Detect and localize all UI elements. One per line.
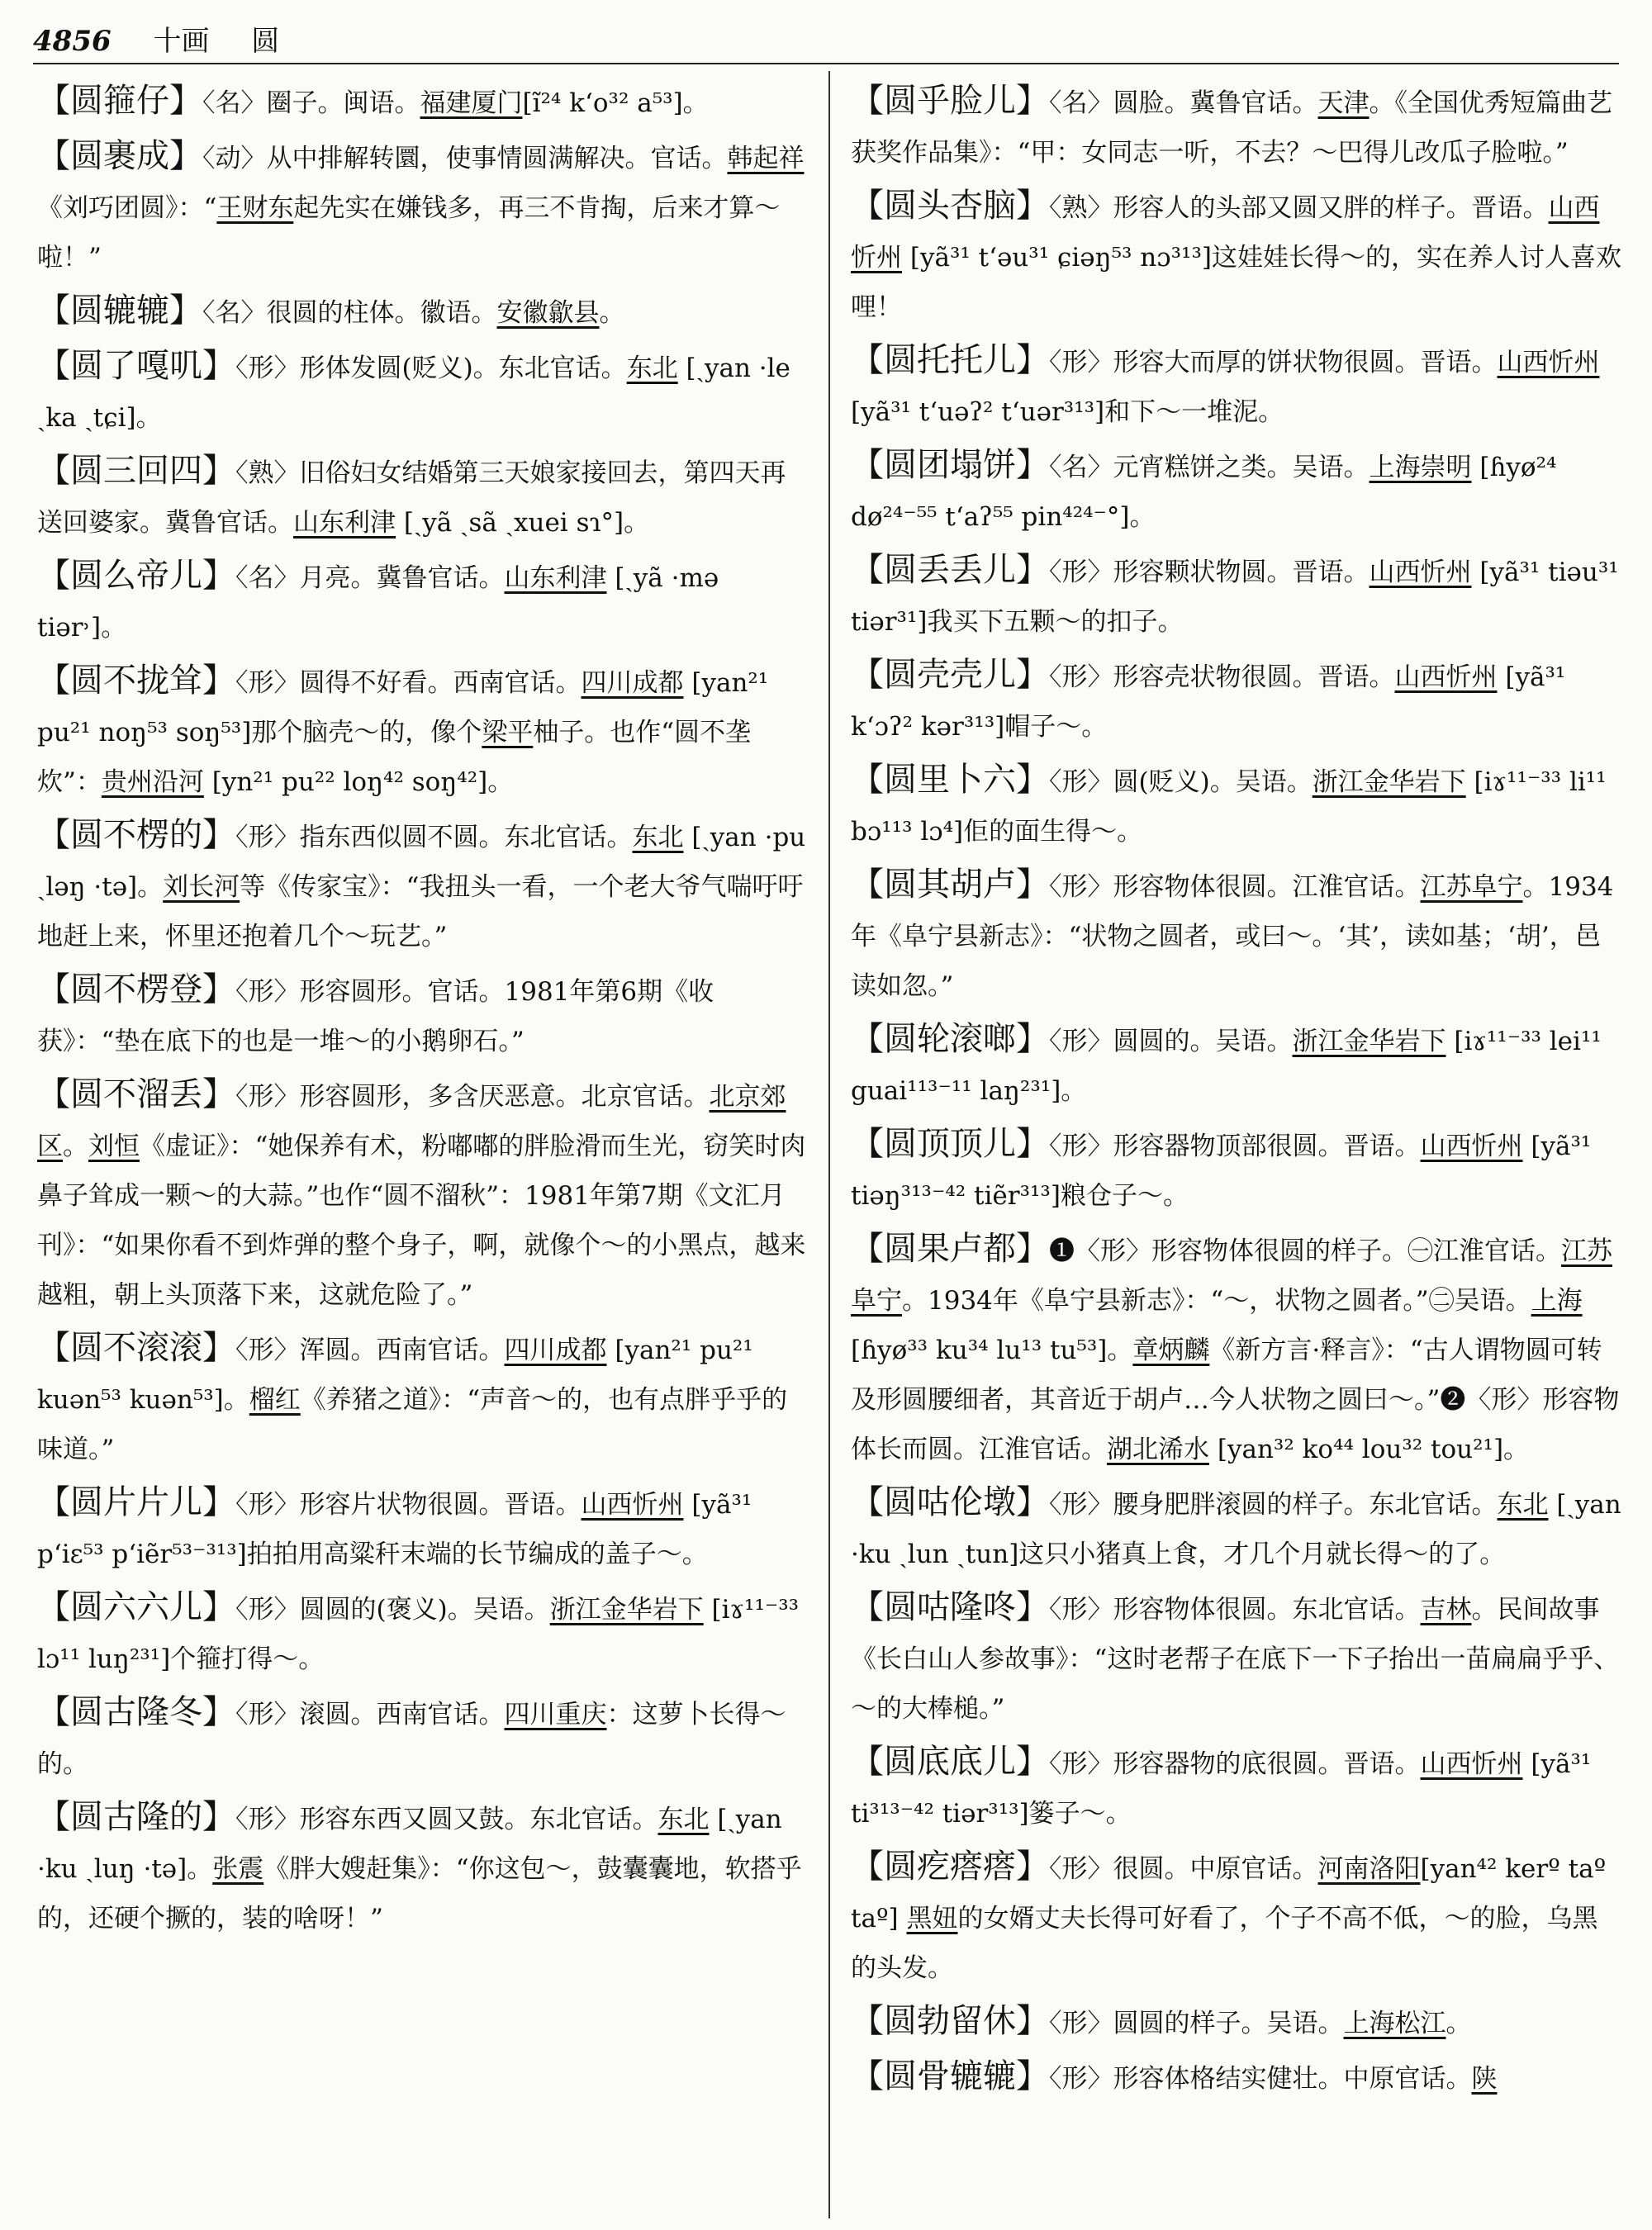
dictionary-entry (37, 1792, 809, 1943)
dictionary-entry (37, 1687, 809, 1789)
entry-headword: 【圆乎脸儿】 (851, 82, 1049, 120)
entry-definition-text: 〈熟〉形容人的头部又圆又胖的样子。晋语。 (1049, 193, 1549, 223)
dictionary-entry (851, 440, 1623, 542)
entry-headword: 【圆辘辘】 (37, 292, 202, 330)
entry-definition-text: 。《全国优秀短篇曲艺获奖作品集》：“甲：女同志一听，不去？～巴得儿改瓜子脸啦。” (851, 88, 1612, 168)
entry-place-or-name: 浙江金华岩下 (1312, 767, 1466, 797)
entry-headword: 【圆底底儿】 (851, 1743, 1049, 1781)
entry-definition-text: 《虚证》：“她保养有术，粉嘟嘟的胖脸滑而生光，窃笑时肉鼻子耸成一颗～的大蒜。”也作“圆不溜秋”：1981年第7期《文汇月刊》：“如果你看不到炸弹的整个身子，啊，就像个～的小黑点，越来越粗，朝上头顶落下来，这就危险了。” (37, 1132, 806, 1310)
dictionary-entry (851, 1842, 1623, 1993)
dictionary-entry (37, 965, 809, 1066)
entry-definition-text: 等《传家宝》：“我扭头一看，一个老大爷气喘吁吁地赶上来，怀里还抱着几个～玩艺。” (37, 872, 804, 951)
entry-place-or-name: 山西忻州 (1497, 348, 1600, 377)
entry-definition-text: [yan⁴² kerº taº taº] (851, 1854, 1607, 1933)
entry-definition-text: [iɤ¹¹⁻³³ lɔ¹¹ luŋ²³¹]个箍打得～。 (37, 1595, 800, 1674)
entry-definition-text: [yã³¹ pʻiɛ⁵³ pʻiẽr⁵³⁻³¹³]拍拍用高粱秆末端的长节编成的盖子～。 (37, 1490, 752, 1569)
section-character: 圆 (251, 25, 280, 58)
entry-definition-text: 〈形〉形容圆形。官话。1981年第6期《收获》：“垫在底下的也是一堆～的小鹅卵石。” (37, 977, 714, 1056)
dictionary-entry (851, 181, 1623, 332)
entry-definition-text: [iɤ¹¹⁻³³ lei¹¹ guai¹¹³⁻¹¹ laŋ²³¹]。 (851, 1027, 1602, 1106)
entry-definition-text: 〈形〉形体发圆(贬义)。东北官话。 (235, 353, 627, 383)
entry-definition-text: 柚子。也作“圆不垄炊”： (37, 718, 752, 797)
entry-place-or-name: 章炳麟 (1132, 1336, 1210, 1365)
entry-definition-text: [ɦyø³³ ku³⁴ lu¹³ tu⁵³]。 (851, 1336, 1133, 1365)
entry-place-or-name: 北京郊区 (37, 1082, 786, 1161)
entry-definition-text: 。民间故事《长白山人参故事》：“这时老帮子在底下一下子抬出一苗扁扁乎乎、～的大棒槌。” (851, 1595, 1620, 1724)
entry-place-or-name: 上海 (1531, 1286, 1583, 1316)
entry-definition-text: 〈形〉腰身肥胖滚圆的样子。东北官话。 (1049, 1490, 1498, 1520)
entry-definition-text: [ˏyã ·mə tiər˒]。 (37, 563, 719, 643)
entry-place-or-name: 山西忻州 (581, 1490, 684, 1520)
entry-definition-text: 〈形〉圆(贬义)。吴语。 (1049, 767, 1313, 797)
entry-definition-text: [ĩ²⁴ kʻo³² a⁵³]。 (522, 88, 709, 118)
entry-place-or-name: 刘恒 (88, 1132, 140, 1161)
dictionary-entry (851, 1582, 1623, 1734)
dictionary-entry (851, 755, 1623, 856)
entry-place-or-name: 王财东 (216, 193, 294, 223)
entry-definition-text: 〈名〉圈子。闽语。 (202, 88, 420, 118)
entry-headword: 【圆不拢耸】 (37, 662, 235, 700)
entry-headword: 【圆六六儿】 (37, 1588, 235, 1626)
entry-headword: 【圆顶顶儿】 (851, 1125, 1049, 1163)
entry-definition-text: 〈形〉圆圆的样子。吴语。 (1049, 2009, 1344, 2038)
entry-headword: 【圆丢丢儿】 (851, 551, 1049, 589)
entry-definition-text: 〈形〉形容片状物很圆。晋语。 (235, 1490, 582, 1520)
left-column (37, 76, 809, 2223)
entry-place-or-name: 四川成都 (504, 1336, 607, 1365)
dictionary-entry (851, 76, 1623, 178)
entry-place-or-name: 江苏阜宁 (1420, 872, 1523, 902)
entry-headword: 【圆不溜丢】 (37, 1075, 235, 1113)
entry-definition-text: [yã³¹ ti³¹³⁻⁴² tiər³¹³]篓子～。 (851, 1749, 1592, 1829)
dictionary-entry (37, 810, 809, 961)
entry-place-or-name: 陕 (1471, 2064, 1498, 2094)
entry-definition-text: 〈形〉形容物体很圆。江淮官话。 (1049, 872, 1421, 902)
entry-definition-text: [yã³¹ tʻəu³¹ ɕiəŋ⁵³ nɔ³¹³]这娃娃长得～的，实在养人讨人喜欢哩！ (851, 243, 1621, 322)
entry-place-or-name: 湖北浠水 (1107, 1435, 1209, 1464)
entry-headword: 【圆古隆冬】 (37, 1693, 235, 1731)
entry-headword: 【圆箍仔】 (37, 82, 202, 120)
entry-definition-text: 。1934年《阜宁县新志》：“～，状物之圆者。”㊁吴语。 (902, 1286, 1531, 1316)
entry-definition-text: 《新方言·释言》：“古人谓物圆可转及形圆腰细者，其音近于胡卢…今人状物之圆曰～。”❷〈形〉形容物体长而圆。江淮官话。 (851, 1336, 1620, 1464)
dictionary-entry (851, 1478, 1623, 1579)
entry-headword: 【圆古隆的】 (37, 1798, 235, 1836)
entry-headword: 【圆勃留休】 (851, 2002, 1049, 2040)
entry-place-or-name: 山西忻州 (1420, 1749, 1523, 1779)
dictionary-entry (851, 2052, 1623, 2104)
entry-definition-text: 〈形〉浑圆。西南官话。 (235, 1336, 505, 1365)
entry-definition-text: [yã³¹ kʻɔʔ² kər³¹³]帽子～。 (851, 662, 1566, 742)
entry-definition-text: 。 (1446, 2009, 1472, 2038)
entry-definition-text: 。 (63, 1132, 88, 1161)
entry-headword: 【圆裹成】 (37, 137, 202, 175)
entry-place-or-name: 浙江金华岩下 (1292, 1027, 1446, 1056)
entry-definition-text: 《胖大嫂赶集》：“你这包～，鼓囊囊地，软搭乎的，还硬个撅的，装的啥呀！” (37, 1854, 802, 1933)
entry-definition-text: [ˏyan ·le ˏka ˏtɕi]。 (37, 353, 790, 433)
dictionary-entry (37, 1070, 809, 1320)
dictionary-entry (37, 551, 809, 652)
entry-place-or-name: 东北 (632, 823, 684, 852)
entry-definition-text: 〈形〉形容东西又圆又鼓。东北官话。 (235, 1805, 658, 1834)
entry-place-or-name: 刘长河 (163, 872, 240, 902)
entry-place-or-name: 河南洛阳 (1317, 1854, 1421, 1884)
entry-headword: 【圆里卜六】 (851, 761, 1049, 799)
entry-place-or-name: 吉林 (1420, 1595, 1472, 1625)
entry-headword: 【圆不楞登】 (37, 970, 235, 1008)
dictionary-entry (851, 1224, 1623, 1474)
entry-definition-text: 《刘巧团圆》：“ (37, 193, 217, 223)
entry-place-or-name: 张震 (212, 1854, 264, 1884)
entry-headword: 【圆不滚滚】 (37, 1329, 235, 1367)
entry-definition-text: 〈名〉很圆的柱体。徽语。 (202, 298, 497, 328)
stroke-section: 十画 (153, 25, 210, 58)
entry-definition-text: 〈形〉指东西似圆不圆。东北官话。 (235, 823, 633, 852)
entry-definition-text: 〈形〉圆圆的(褒义)。吴语。 (235, 1595, 550, 1625)
entry-definition-text: 〈形〉形容大而厚的饼状物很圆。晋语。 (1049, 348, 1498, 377)
entry-headword: 【圆么帝儿】 (37, 557, 235, 595)
entry-definition-text: 〈形〉滚圆。西南官话。 (235, 1700, 505, 1729)
dictionary-entry (37, 131, 809, 282)
entry-headword: 【圆其胡卢】 (851, 866, 1049, 904)
entry-headword: 【圆团塌饼】 (851, 446, 1049, 484)
entry-headword: 【圆果卢都】 (851, 1230, 1049, 1268)
entry-place-or-name: 四川成都 (581, 668, 684, 698)
entry-definition-text: 〈形〉很圆。中原官话。 (1049, 1854, 1318, 1884)
entry-place-or-name: 东北 (657, 1805, 710, 1834)
entry-headword: 【圆头杏脑】 (851, 187, 1049, 225)
entry-place-or-name: 黑妞 (906, 1904, 958, 1933)
entry-place-or-name: 天津 (1317, 88, 1370, 118)
header-rule (33, 63, 1619, 64)
entry-definition-text: 〈形〉形容器物的底很圆。晋语。 (1049, 1749, 1421, 1779)
entry-definition-text: [yã³¹ tiəŋ³¹³⁻⁴² tiẽr³¹³]粮仓子～。 (851, 1132, 1592, 1211)
entry-definition-text: 〈名〉月亮。冀鲁官话。 (235, 563, 505, 593)
entry-definition-text: 〈形〉形容体格结实健壮。中原官话。 (1049, 2064, 1472, 2094)
entry-place-or-name: 榴红 (249, 1385, 301, 1415)
entry-definition-text: [yan²¹ pu²¹ kuən⁵³ kuən⁵³]。 (37, 1336, 753, 1415)
dictionary-entry (851, 1737, 1623, 1839)
entry-place-or-name: 东北 (626, 353, 678, 383)
entry-definition-text: [yã³¹ tʻuəʔ² tʻuər³¹³]和下～一堆泥。 (851, 397, 1284, 427)
dictionary-entry (37, 76, 809, 128)
entry-definition-text: 〈形〉形容壳状物很圆。晋语。 (1049, 662, 1395, 692)
entry-place-or-name: 韩起祥 (727, 144, 805, 173)
dictionary-entry (37, 341, 809, 443)
dictionary-entry (851, 1996, 1623, 2048)
entry-definition-text: 〈名〉圆脸。冀鲁官话。 (1049, 88, 1318, 118)
entry-definition-text: [ɦyø²⁴ dø²⁴⁻⁵⁵ tʻaʔ⁵⁵ pin⁴²⁴⁻°]。 (851, 453, 1557, 532)
dictionary-entry (37, 446, 809, 548)
page-header (33, 23, 1619, 59)
entry-definition-text: 〈动〉从中排解转圜，使事情圆满解决。官话。 (202, 144, 728, 173)
dictionary-entry (37, 286, 809, 338)
dictionary-entry (851, 545, 1623, 647)
entry-definition-text: 〈形〉形容物体很圆。东北官话。 (1049, 1595, 1421, 1625)
entry-headword: 【圆了嘎叽】 (37, 347, 235, 385)
entry-place-or-name: 福建厦门 (420, 88, 523, 118)
column-divider (828, 71, 830, 2218)
entry-place-or-name: 山东利津 (293, 508, 396, 538)
entry-headword: 【圆疙瘩瘩】 (851, 1848, 1049, 1886)
page-number: 4856 (33, 25, 112, 58)
entry-headword: 【圆咕伦墩】 (851, 1483, 1049, 1521)
entry-place-or-name: 贵州沿河 (101, 767, 204, 797)
entry-definition-text: [yan²¹ pu²¹ noŋ⁵³ soŋ⁵³]那个脑壳～的，像个 (37, 668, 769, 747)
entry-definition-text: 〈形〉形容颗状物圆。晋语。 (1049, 558, 1370, 587)
dictionary-entry (851, 335, 1623, 437)
entry-definition-text: [ˏyan ·ku ˏlun ˏtun]这只小猪真上食，才几个月就长得～的了。 (851, 1490, 1621, 1569)
entry-place-or-name: 梁平 (482, 718, 534, 747)
entry-headword: 【圆托托儿】 (851, 341, 1049, 379)
entry-place-or-name: 上海松江 (1343, 2009, 1446, 2038)
entry-place-or-name: 山西忻州 (1394, 662, 1498, 692)
entry-headword: 【圆壳壳儿】 (851, 656, 1049, 694)
entry-definition-text: [yã³¹ tiəu³¹ tiər³¹]我买下五颗～的扣子。 (851, 558, 1619, 637)
entry-place-or-name: 安徽歙县 (496, 298, 600, 328)
entry-headword: 【圆片片儿】 (37, 1483, 235, 1521)
entry-definition-text: [iɤ¹¹⁻³³ li¹¹ bɔ¹¹³ lɔ⁴]佢的面生得～。 (851, 767, 1607, 847)
dictionary-entry (37, 1323, 809, 1474)
entry-definition-text: 。1934年《阜宁县新志》：“状物之圆者，或曰～。‘其’，读如基；‘胡’，邑读如忽。” (851, 872, 1614, 1001)
entry-place-or-name: 上海崇明 (1369, 453, 1472, 482)
entry-definition-text: [yan³² ko⁴⁴ lou³² tou²¹]。 (1209, 1435, 1530, 1464)
entry-headword: 【圆骨辘辘】 (851, 2057, 1049, 2095)
entry-definition-text: 〈熟〉旧俗妇女结婚第三天娘家接回去，第四天再送回婆家。冀鲁官话。 (37, 458, 786, 538)
dictionary-entry (851, 860, 1623, 1011)
entry-definition-text: [ˏyan ·pu ˏləŋ ·tə]。 (37, 823, 806, 902)
entry-definition-text: 〈名〉元宵糕饼之类。吴语。 (1049, 453, 1370, 482)
entry-definition-text: ：这萝卜长得～的。 (37, 1700, 786, 1779)
entry-headword: 【圆三回四】 (37, 452, 235, 490)
entry-place-or-name: 浙江金华岩下 (549, 1595, 704, 1625)
dictionary-entry (851, 650, 1623, 752)
dictionary-entry (851, 1014, 1623, 1116)
entry-place-or-name: 江苏阜宁 (851, 1236, 1612, 1316)
entry-definition-text: 起先实在嫌钱多，再三不肯掏，后来才算～啦！” (37, 193, 781, 273)
right-column (851, 76, 1623, 2223)
entry-place-or-name: 山东利津 (504, 563, 607, 593)
entry-definition-text: [ˏyan ·ku ˏluŋ ·tə]。 (37, 1805, 782, 1884)
entry-definition-text: [yn²¹ pu²² loŋ⁴² soŋ⁴²]。 (203, 767, 514, 797)
entry-definition-text: [ˏyã ˏsã ˏxuei sɿ°]。 (396, 508, 650, 538)
entry-place-or-name: 四川重庆 (504, 1700, 607, 1729)
entry-definition-text: 〈形〉形容器物顶部很圆。晋语。 (1049, 1132, 1421, 1161)
dictionary-entry (37, 1478, 809, 1579)
entry-definition-text: 〈形〉圆圆的。吴语。 (1049, 1027, 1293, 1056)
dictionary-entry (37, 656, 809, 807)
entry-definition-text: 。 (599, 298, 625, 328)
entry-place-or-name: 山西忻州 (1420, 1132, 1523, 1161)
entry-place-or-name: 东北 (1497, 1490, 1549, 1520)
dictionary-entry (37, 1582, 809, 1684)
entry-headword: 【圆不楞的】 (37, 816, 235, 854)
entry-definition-text: 的女婿丈夫长得可好看了，个子不高不低，～的脸，乌黑的头发。 (851, 1904, 1598, 1983)
entry-headword: 【圆咕隆咚】 (851, 1588, 1049, 1626)
entry-definition-text: 〈形〉圆得不好看。西南官话。 (235, 668, 582, 698)
entry-definition-text: ❶〈形〉形容物体很圆的样子。㊀江淮官话。 (1049, 1236, 1561, 1266)
entry-place-or-name: 山西忻州 (1369, 558, 1472, 587)
entry-place-or-name: 山西忻州 (851, 193, 1600, 273)
dictionary-entry (851, 1119, 1623, 1221)
entry-definition-text: 《养猪之道》：“声音～的，也有点胖乎乎的味道。” (37, 1385, 788, 1464)
entry-headword: 【圆轮滚啷】 (851, 1020, 1049, 1058)
entry-definition-text: 〈形〉形容圆形，多含厌恶意。北京官话。 (235, 1082, 710, 1112)
